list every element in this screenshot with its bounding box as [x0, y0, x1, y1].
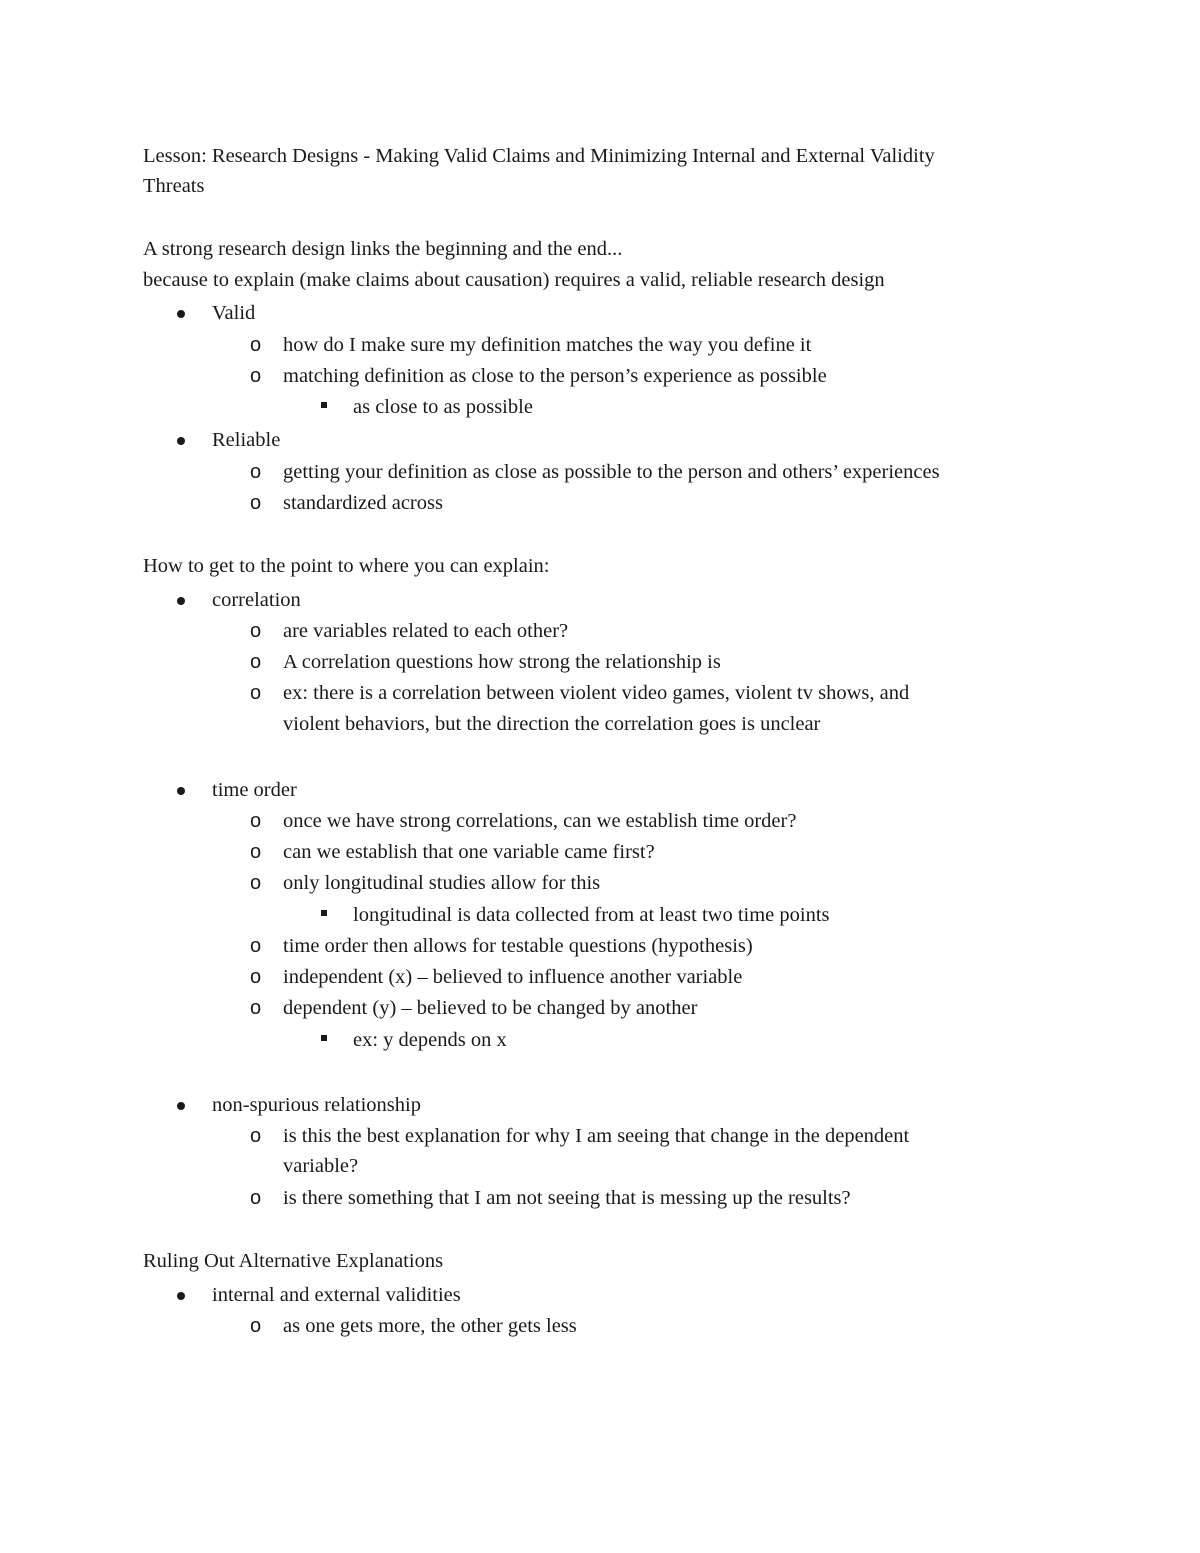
- list-item: as one gets more, the other gets less: [283, 1315, 577, 1337]
- bullet-circle: o: [250, 461, 262, 483]
- list-item: ex: there is a correlation between violent video games, violent tv shows, and: [283, 682, 910, 704]
- list-item: how do I make sure my definition matches the way you define it: [283, 334, 812, 356]
- bullet-circle: o: [250, 620, 262, 642]
- list-item: is this the best explanation for why I am seeing that change in the dependent: [283, 1125, 910, 1147]
- list-item: A correlation questions how strong the relationship is: [283, 651, 721, 673]
- title-line-1: Lesson: Research Designs - Making Valid Claims and Minimizing Internal and External Validity: [143, 145, 935, 167]
- bullet-circle: o: [250, 1125, 262, 1147]
- list-item: can we establish that one variable came first?: [283, 841, 655, 863]
- list-item: independent (x) – believed to influence another variable: [283, 966, 743, 988]
- bullet-square: [321, 1035, 327, 1041]
- bullet-circle: o: [250, 651, 262, 673]
- list-item-time-order: time order: [212, 779, 297, 801]
- list-item-non-spurious: non-spurious relationship: [212, 1094, 421, 1116]
- bullet-circle: o: [250, 935, 262, 957]
- list-item: standardized across: [283, 492, 443, 514]
- list-item: matching definition as close to the person’s experience as possible: [283, 365, 827, 387]
- bullet-circle: o: [250, 365, 262, 387]
- list-item: is there something that I am not seeing that is messing up the results?: [283, 1187, 851, 1209]
- bullet-circle: o: [250, 841, 262, 863]
- section-heading: Ruling Out Alternative Explanations: [143, 1250, 444, 1272]
- bullet-square: [321, 910, 327, 916]
- section-heading: How to get to the point to where you can explain:: [143, 555, 550, 577]
- list-item-internal-external: internal and external validities: [212, 1284, 461, 1306]
- list-item: time order then allows for testable questions (hypothesis): [283, 935, 753, 957]
- bullet-circle: o: [250, 966, 262, 988]
- list-item: getting your definition as close as possible to the person and others’ experiences: [283, 461, 940, 483]
- bullet-circle: o: [250, 334, 262, 356]
- list-item: as close to as possible: [353, 396, 533, 418]
- bullet-square: [321, 402, 327, 408]
- bullet-dot: [177, 787, 185, 795]
- bullet-circle: o: [250, 1315, 262, 1337]
- bullet-dot: [177, 597, 185, 605]
- bullet-dot: [177, 437, 185, 445]
- bullet-circle: o: [250, 810, 262, 832]
- list-item-continuation: variable?: [283, 1155, 359, 1177]
- bullet-circle: o: [250, 492, 262, 514]
- title-line-2: Threats: [143, 175, 205, 197]
- bullet-dot: [177, 1102, 185, 1110]
- list-item: are variables related to each other?: [283, 620, 569, 642]
- list-item-continuation: violent behaviors, but the direction the correlation goes is unclear: [283, 713, 821, 735]
- intro-line-1: A strong research design links the beginning and the end...: [143, 238, 623, 260]
- bullet-dot: [177, 1292, 185, 1300]
- list-item: longitudinal is data collected from at least two time points: [353, 904, 830, 926]
- bullet-circle: o: [250, 872, 262, 894]
- intro-line-2: because to explain (make claims about causation) requires a valid, reliable research design: [143, 269, 885, 291]
- list-item: dependent (y) – believed to be changed by another: [283, 997, 698, 1019]
- list-item-reliable: Reliable: [212, 429, 281, 451]
- list-item: ex: y depends on x: [353, 1029, 507, 1051]
- bullet-circle: o: [250, 1187, 262, 1209]
- list-item: only longitudinal studies allow for this: [283, 872, 601, 894]
- list-item-correlation: correlation: [212, 589, 301, 611]
- list-item: once we have strong correlations, can we establish time order?: [283, 810, 797, 832]
- bullet-circle: o: [250, 997, 262, 1019]
- bullet-circle: o: [250, 682, 262, 704]
- list-item-valid: Valid: [212, 302, 256, 324]
- bullet-dot: [177, 310, 185, 318]
